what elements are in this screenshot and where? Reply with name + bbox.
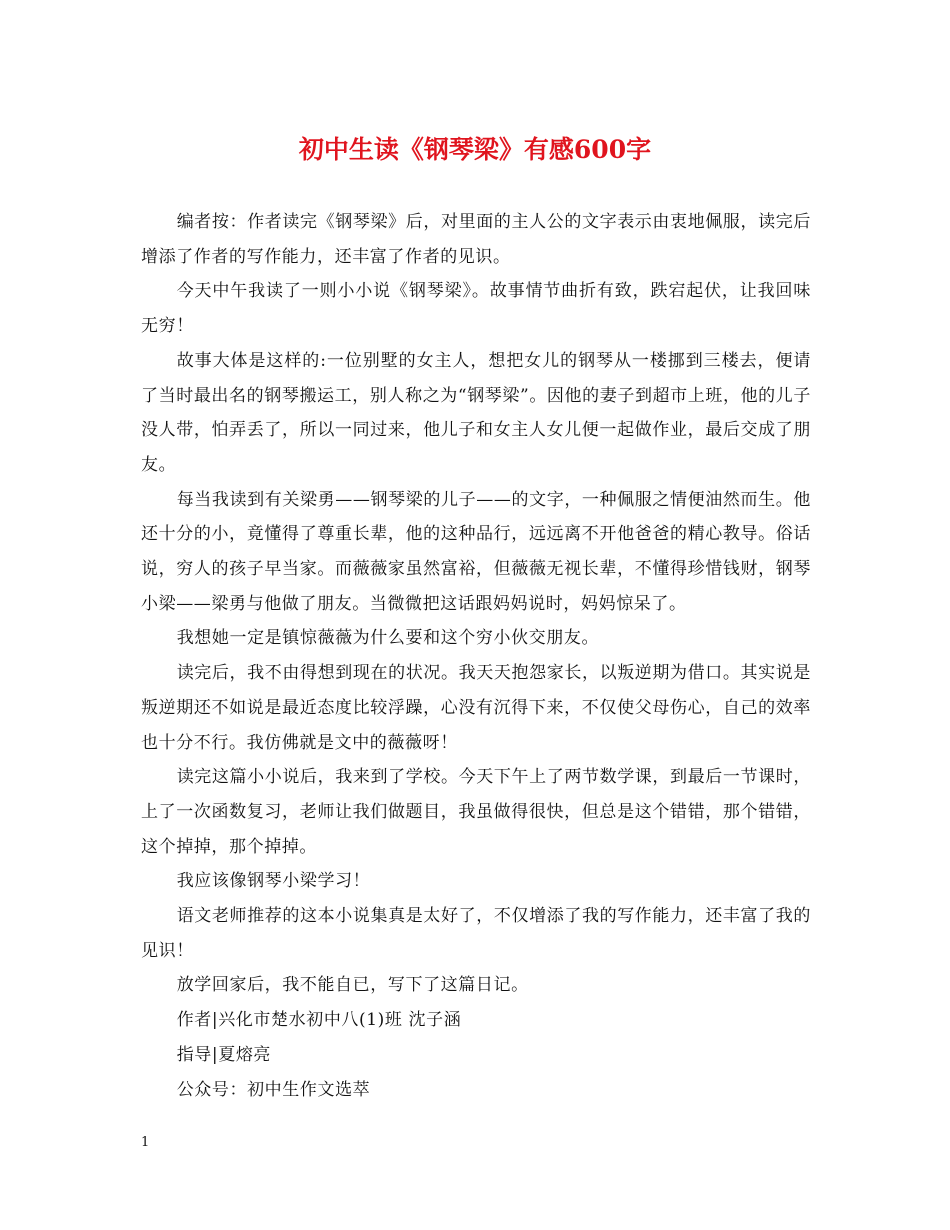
page-number: 1 — [141, 1135, 150, 1150]
paragraph: 故事大体是这样的:一位别墅的女主人，想把女儿的钢琴从一楼挪到三楼去，便请了当时最出名的钢琴搬运工，别人称之为“钢琴梁”。因他的妻子到超市上班，他的儿子没人带，怕弄丢了，所以一同过来，他儿子和女主人女儿便一起做作业，最后交成了朋友。 — [141, 350, 811, 475]
document-body — [141, 205, 811, 1107]
advisor-line: 指导|夏熔亮 — [176, 1044, 272, 1065]
paragraph: 放学回家后，我不能自已，写下了这篇日记。 — [176, 975, 529, 996]
paragraph: 读完这篇小小说后，我来到了学校。今天下午上了两节数学课，到最后一节课时，上了一次函数复习，老师让我们做题目，我虽做得很快，但总是这个错错，那个错错，这个掉掉，那个掉掉。 — [141, 767, 811, 857]
paragraph: 我应该像钢琴小梁学习！ — [176, 871, 371, 892]
paragraph: 今天中午我读了一则小小说《钢琴梁》。故事情节曲折有致，跌宕起伏，让我回味无穷！ — [141, 281, 811, 337]
paragraph: 每当我读到有关梁勇——钢琴梁的儿子——的文字，一种佩服之情便油然而生。他还十分的小，竟懂得了尊重长辈，他的这种品行，远远离不开他爸爸的精心教导。俗话说，穷人的孩子早当家。而薇薇家虽然富裕，但薇薇无视长辈，不懂得珍惜钱财，钢琴小梁——梁勇与他做了朋友。当微微把这话跟妈妈说时，妈妈惊呆了。 — [141, 489, 811, 614]
public-account-line: 公众号：初中生作文选萃 — [176, 1079, 371, 1100]
author-line: 作者|兴化市楚水初中八(1)班 沈子涵 — [176, 1010, 462, 1031]
document-title: 初中生读《钢琴梁》有感600字 — [298, 135, 652, 164]
paragraph: 读完后，我不由得想到现在的状况。我天天抱怨家长，以叛逆期为借口。其实说是叛逆期还不如说是最近态度比较浮躁，心没有沉得下来，不仅使父母伤心，自己的效率也十分不行。我仿佛就是文中的薇薇呀！ — [141, 663, 811, 753]
paragraph: 我想她一定是镇惊薇薇为什么要和这个穷小伙交朋友。 — [176, 628, 600, 649]
paragraph: 语文老师推荐的这本小说集真是太好了，不仅增添了我的写作能力，还丰富了我的见识！ — [141, 906, 811, 961]
paragraph-editor-note: 编者按：作者读完《钢琴梁》后，对里面的主人公的文字表示由衷地佩服，读完后增添了作者的写作能力，还丰富了作者的见识。 — [141, 212, 811, 267]
